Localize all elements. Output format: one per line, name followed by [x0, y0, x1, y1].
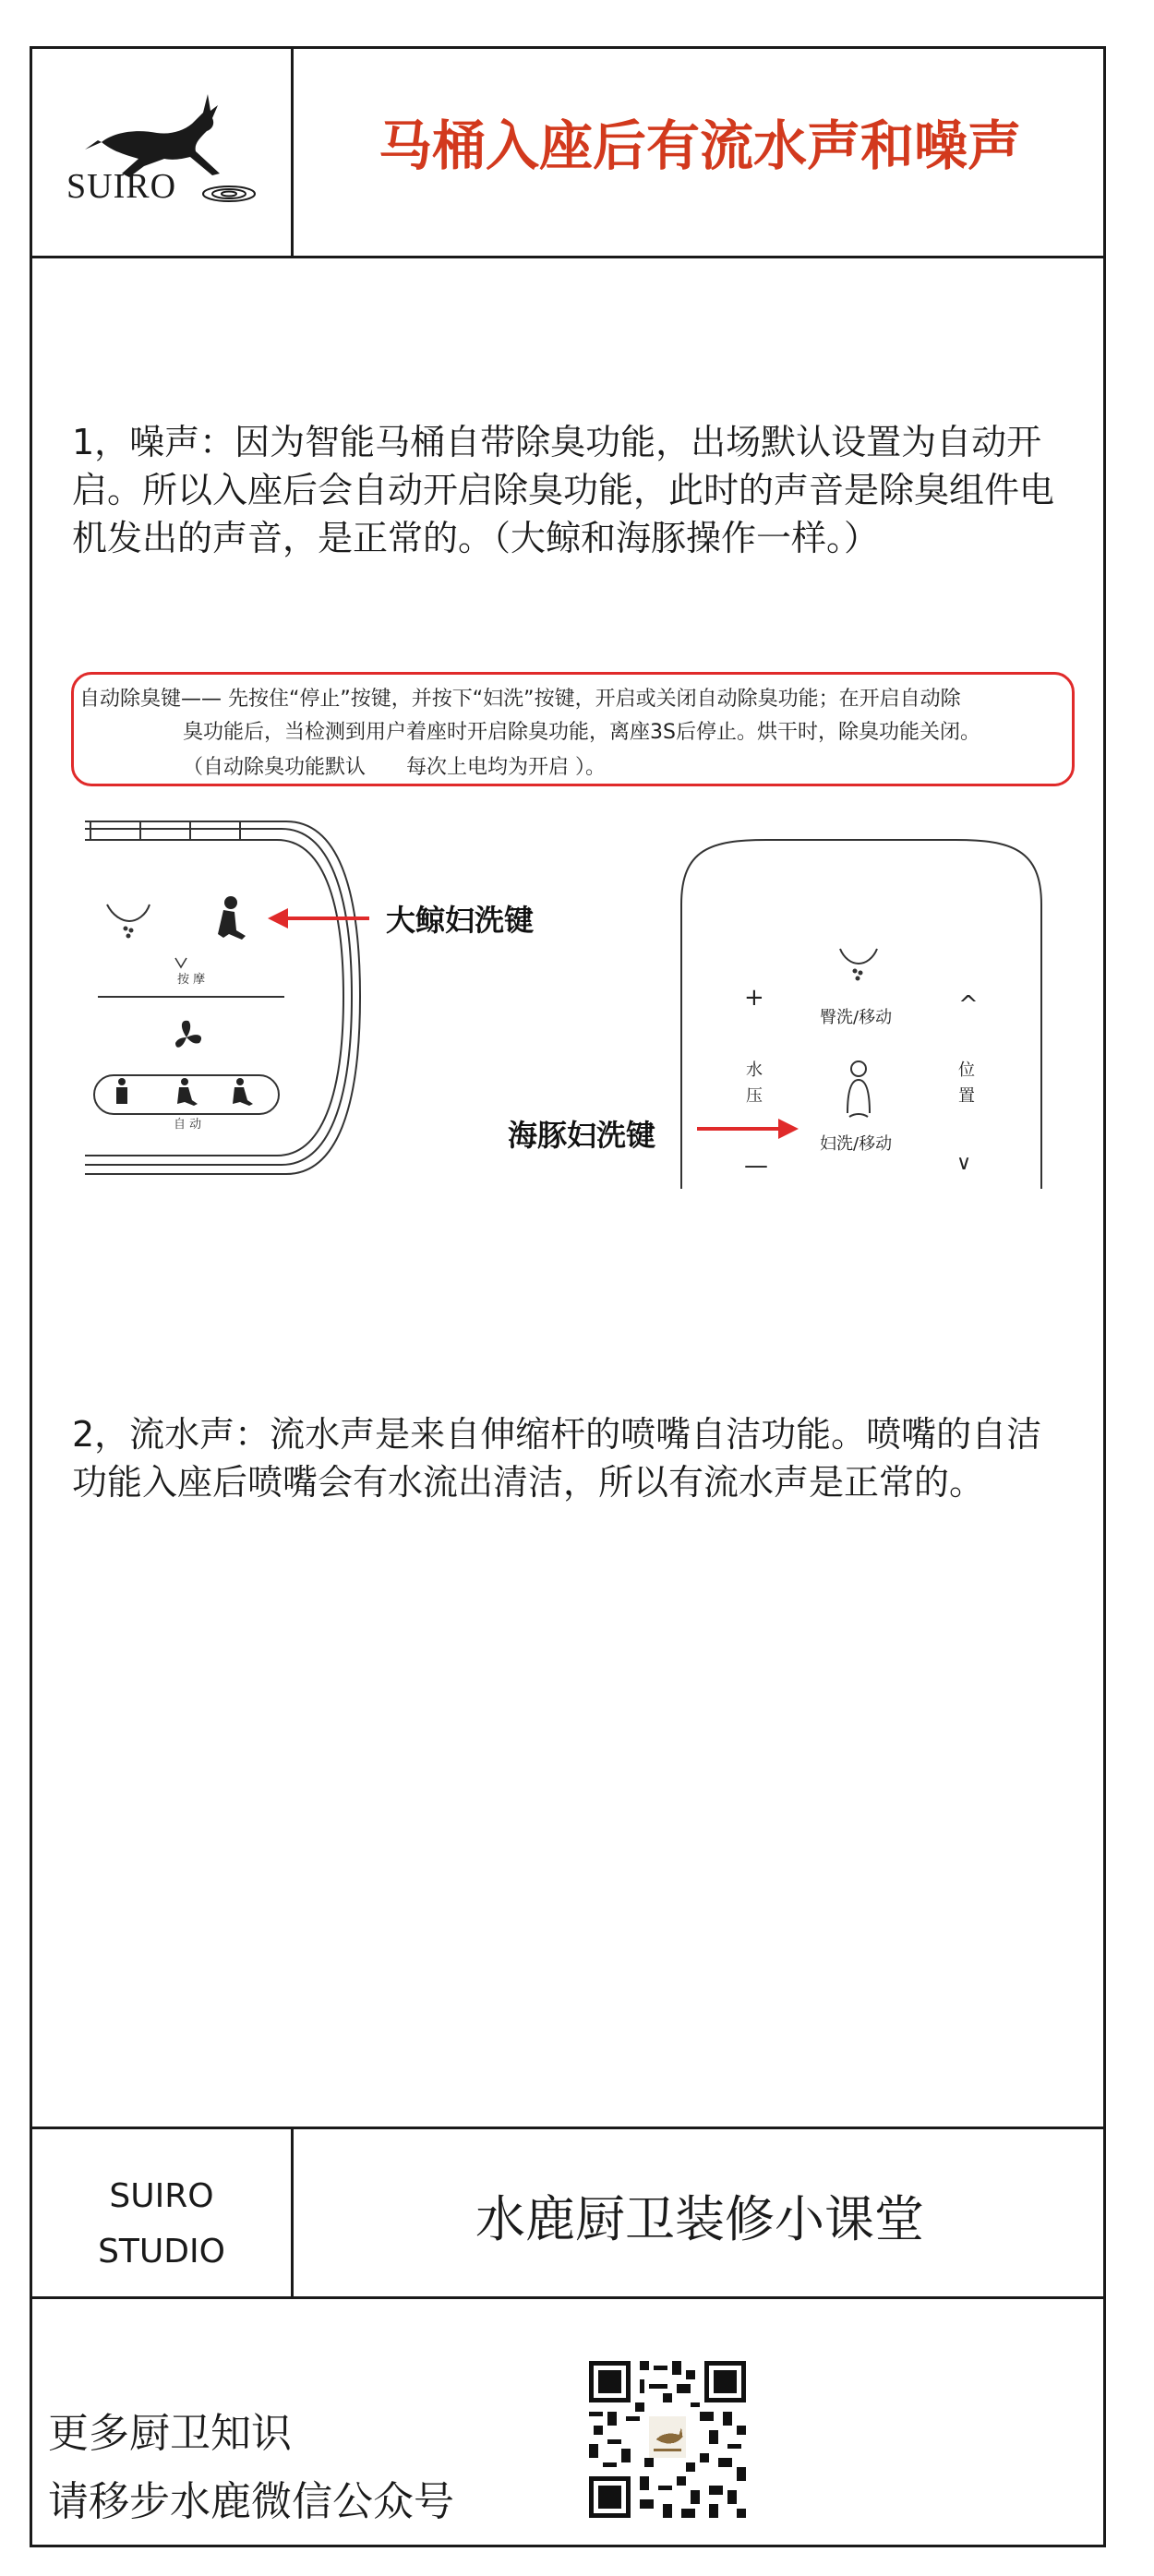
noise-paragraph: 1，噪声：因为智能马桶自带除臭功能，出场默认设置为自动开启。所以入座后会自动开启除臭功能，此时的声音是除臭组件电机发出的声音，是正常的。（大鲸和海豚操作一样。）	[72, 422, 1055, 558]
plus-icon: +	[744, 984, 764, 1012]
whale-hip-wash-icon	[107, 905, 150, 938]
dolphin-arrow	[697, 1119, 799, 1139]
header-divider	[30, 256, 1106, 258]
studio-line-2: STUDIO	[98, 2233, 225, 2270]
minus-icon: —	[744, 1152, 768, 1180]
water-sound-paragraph: 2，流水声：流水声是来自伸缩杆的喷嘴自洁功能。喷嘴的自洁功能入座后喷嘴会有水流出清洁，所以有流水声是正常的。	[72, 1414, 1042, 1503]
whale-female-wash-icon	[218, 896, 246, 940]
page-title: 马桶入座后有流水声和噪声	[378, 114, 1021, 177]
studio-name	[31, 2169, 292, 2280]
female-wash-label: 妇洗/移动	[820, 1134, 893, 1154]
whale-female-wash-label: 大鲸妇洗键	[386, 903, 535, 938]
whale-seat-icon-1	[177, 1078, 198, 1106]
studio-line-1: SUIRO	[109, 2177, 214, 2215]
water-pressure-label: 水压	[746, 1060, 763, 1106]
up-chevron-icon: ^	[958, 991, 979, 1019]
follow-account-line: 请移步水鹿微信公众号	[48, 2478, 454, 2525]
dolphin-female-wash-icon	[847, 1061, 870, 1117]
whale-seat-icon-2	[233, 1078, 253, 1106]
brand-logo-text: SUIRO	[66, 167, 177, 206]
hip-wash-label: 臀洗/移动	[820, 1008, 893, 1027]
whale-massage-label: 按 摩	[177, 973, 206, 987]
note-line-1: 自动除臭键—— 先按住“停止”按键，并按下“妇洗”按键，开启或关闭自动除臭功能；在开启自动除	[79, 688, 961, 711]
course-title: 水鹿厨卫装修小课堂	[475, 2190, 924, 2248]
footer-top-divider	[30, 2127, 1106, 2129]
position-label: 位置	[958, 1060, 975, 1106]
dolphin-hip-wash-icon	[840, 949, 877, 980]
whale-panel	[85, 821, 360, 1174]
whale-fan-icon	[175, 1021, 201, 1048]
note-line-2: 臭功能后，当检测到用户着座时开启除臭功能，离座3S后停止。烘干时，除臭功能关闭。	[183, 721, 980, 744]
dolphin-female-wash-label: 海豚妇洗键	[508, 1118, 656, 1153]
whale-chevron-icon	[175, 958, 186, 967]
down-chevron-icon: ∨	[956, 1152, 972, 1175]
note-line-3: （自动除臭功能默认 每次上电均为开启 ）。	[183, 756, 606, 779]
footer-bottom-divider	[30, 2296, 1106, 2299]
whale-auto-label: 自 动	[174, 1118, 202, 1132]
more-knowledge-line: 更多厨卫知识	[48, 2410, 292, 2457]
whale-stop-icon	[116, 1078, 127, 1104]
qr-code-icon[interactable]	[589, 2361, 746, 2518]
